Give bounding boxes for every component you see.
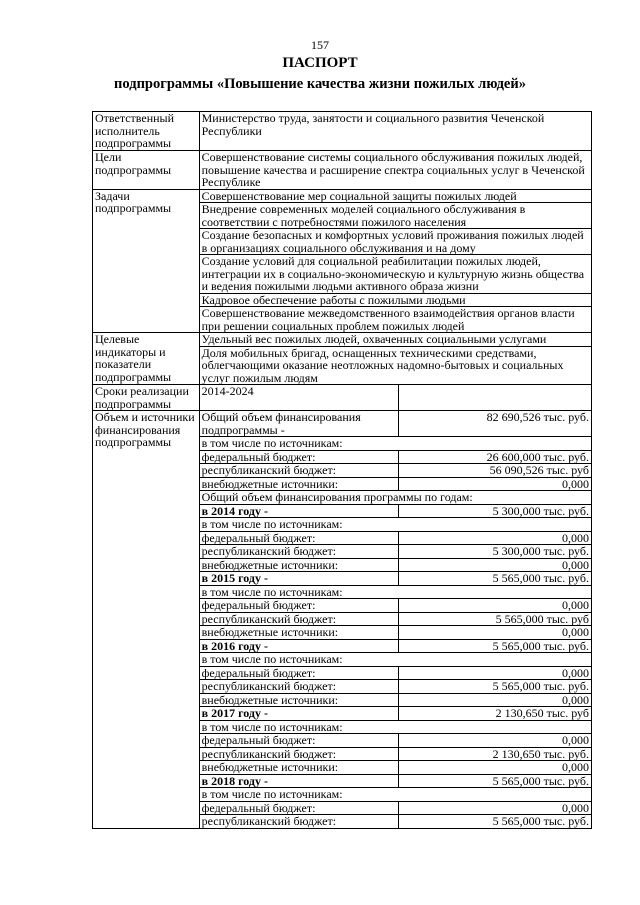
funding-republic-value: 56 090,526 тыс. руб	[399, 464, 592, 478]
row-label-tasks: Задачи подпрограммы	[93, 189, 200, 333]
table-row	[93, 333, 592, 347]
funding-year-federal-value: 0,000	[399, 734, 592, 748]
table-row	[93, 189, 592, 203]
funding-year-total: 5 565,000 тыс. руб.	[399, 774, 592, 788]
funding-year-sources: в том числе по источникам:	[199, 585, 591, 599]
funding-year-federal-value: 0,000	[399, 801, 592, 815]
funding-year-republic-value: 5 565,000 тыс. руб	[399, 612, 592, 626]
funding-year-total: 5 300,000 тыс. руб.	[399, 504, 592, 518]
funding-year-sources: в том числе по источникам:	[199, 518, 591, 532]
indicator-item: Доля мобильных бригад, оснащенных техническими средствами, облегчающими оказание неотложных надомно-бытовых и социальных услуг пожилым людям	[199, 346, 591, 385]
funding-year-federal-value: 0,000	[399, 599, 592, 613]
funding-year-total: 5 565,000 тыс. руб.	[399, 639, 592, 653]
funding-total-label: Общий объем финансирования подпрограммы -	[199, 411, 399, 437]
funding-year-offbudget-label: внебюджетные источники:	[199, 761, 399, 775]
row-label-executor: Ответственный исполнитель подпрограммы	[93, 112, 200, 151]
task-item: Создание условий для социальной реабилитации пожилых людей, интеграции их в социально-экономическую и культурную жизнь общества и ведения пожилыми людьми активного образа жизни	[199, 255, 591, 294]
document-title: ПАСПОРТ	[282, 55, 358, 71]
document-subtitle: подпрограммы «Повышение качества жизни пожилых людей»	[114, 76, 526, 92]
row-label-funding: Объем и источники финансирования подпрограммы	[93, 411, 200, 829]
table-row	[93, 411, 592, 437]
funding-year-republic-value: 5 565,000 тыс. руб.	[399, 815, 592, 829]
task-item: Кадровое обеспечение работы с пожилыми людьми	[199, 293, 591, 307]
funding-year-offbudget-label: внебюджетные источники:	[199, 693, 399, 707]
row-empty-cell	[399, 385, 592, 411]
task-item: Совершенствование межведомственного взаимодействия органов власти при решении социальных проблем пожилых людей	[199, 307, 591, 333]
funding-year-republic-label: республиканский бюджет:	[199, 747, 399, 761]
funding-year-offbudget-value: 0,000	[399, 626, 592, 640]
table-row	[93, 385, 592, 411]
table-row	[93, 112, 592, 151]
funding-republic-label: республиканский бюджет:	[199, 464, 399, 478]
funding-year-total: 5 565,000 тыс. руб.	[399, 572, 592, 586]
funding-federal-value: 26 600,000 тыс. руб.	[399, 450, 592, 464]
funding-year-offbudget-label: внебюджетные источники:	[199, 626, 399, 640]
funding-year-federal-label: федеральный бюджет:	[199, 531, 399, 545]
task-item: Создание безопасных и комфортных условий проживания пожилых людей в организациях социального обслуживания и на дому	[199, 229, 591, 255]
funding-year-offbudget-value: 0,000	[399, 693, 592, 707]
funding-year-label: в 2016 году -	[199, 639, 399, 653]
funding-year-label: в 2018 году -	[199, 774, 399, 788]
funding-year-total: 2 130,650 тыс. руб	[399, 707, 592, 721]
funding-year-offbudget-value: 0,000	[399, 761, 592, 775]
funding-year-label: в 2017 году -	[199, 707, 399, 721]
funding-year-republic-label: республиканский бюджет:	[199, 680, 399, 694]
task-item: Внедрение современных моделей социального обслуживания в соответствии с потребностями пожилого населения	[199, 203, 591, 229]
funding-year-label: в 2015 году -	[199, 572, 399, 586]
page-number: 157	[311, 38, 329, 52]
passport-table	[92, 111, 592, 829]
funding-year-offbudget-label: внебюджетные источники:	[199, 558, 399, 572]
funding-offbudget-value: 0,000	[399, 477, 592, 491]
funding-year-republic-value: 5 565,000 тыс. руб.	[399, 680, 592, 694]
funding-sources-heading: в том числе по источникам:	[199, 437, 591, 451]
row-value-executor: Министерство труда, занятости и социального развития Чеченской Республики	[199, 112, 591, 151]
funding-offbudget-label: внебюджетные источники:	[199, 477, 399, 491]
funding-federal-label: федеральный бюджет:	[199, 450, 399, 464]
row-label-indicators: Целевые индикаторы и показатели подпрограммы	[93, 333, 200, 385]
funding-year-offbudget-value: 0,000	[399, 558, 592, 572]
row-value-goals: Совершенствование системы социального обслуживания пожилых людей, повышение качества и расширение спектра социальных услуг в Чеченской Республике	[199, 151, 591, 190]
funding-year-republic-value: 5 300,000 тыс. руб.	[399, 545, 592, 559]
funding-year-federal-label: федеральный бюджет:	[199, 801, 399, 815]
funding-year-federal-value: 0,000	[399, 666, 592, 680]
funding-year-federal-value: 0,000	[399, 531, 592, 545]
funding-total-value: 82 690,526 тыс. руб.	[399, 411, 592, 437]
funding-year-sources: в том числе по источникам:	[199, 720, 591, 734]
funding-year-republic-label: республиканский бюджет:	[199, 815, 399, 829]
funding-year-federal-label: федеральный бюджет:	[199, 734, 399, 748]
funding-year-sources: в том числе по источникам:	[199, 788, 591, 802]
row-label-goals: Цели подпрограммы	[93, 151, 200, 190]
table-row	[93, 151, 592, 190]
funding-year-republic-label: республиканский бюджет:	[199, 612, 399, 626]
funding-year-federal-label: федеральный бюджет:	[199, 666, 399, 680]
indicator-item: Удельный вес пожилых людей, охваченных социальными услугами	[199, 333, 591, 347]
funding-year-federal-label: федеральный бюджет:	[199, 599, 399, 613]
funding-year-republic-value: 2 130,650 тыс. руб.	[399, 747, 592, 761]
funding-year-sources: в том числе по источникам:	[199, 653, 591, 667]
row-label-terms: Сроки реализации подпрограммы	[93, 385, 200, 411]
task-item: Совершенствование мер социальной защиты пожилых людей	[199, 189, 591, 203]
row-value-terms: 2014-2024	[199, 385, 399, 411]
funding-year-republic-label: республиканский бюджет:	[199, 545, 399, 559]
funding-year-label: в 2014 году -	[199, 504, 399, 518]
funding-years-heading: Общий объем финансирования программы по годам:	[199, 491, 591, 505]
